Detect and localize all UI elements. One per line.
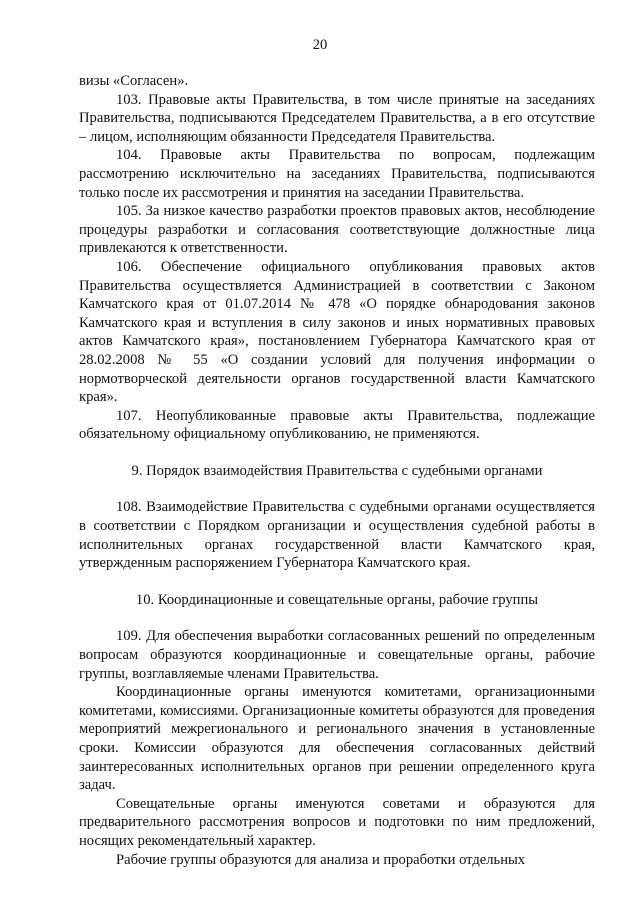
paragraph-coordination-bodies: Координационные органы именуются комитетами, организационными комитетами, комиссиями. Организационные комитеты образуются для проведения мероприятий межрегионального и регионального значения в установленные сроки. Комиссии образуются для обеспечения согласованных действий заинтересованных исполнительных органов при решении определенного круга задач. bbox=[79, 684, 595, 794]
paragraph-continuation: визы «Согласен». bbox=[79, 73, 189, 89]
paragraph-107: 107. Неопубликованные правовые акты Правительства, подлежащие обязательному официальному опубликованию, не применяются. bbox=[79, 407, 595, 443]
paragraph-105: 105. За низкое качество разработки проектов правовых актов, несоблюдение процедуры разработки и согласования соответствующие должностные лица привлекаются к ответственности. bbox=[79, 203, 595, 257]
paragraph-109: 109. Для обеспечения выработки согласованных решений по определенным вопросам образуются координационные и совещательные органы, рабочие группы, возглавляемые членами Правительства. bbox=[79, 628, 595, 682]
paragraph-108: 108. Взаимодействие Правительства с судебными органами осуществляется в соответствии с Порядком организации и осуществления судебной работы в исполнительных органах государственной власти Камчатского края, утвержденным распоряжением Губернатора Камчатского края. bbox=[79, 499, 595, 572]
paragraph-working-groups: Рабочие группы образуются для анализа и проработки отдельных bbox=[116, 851, 526, 868]
paragraph-advisory-bodies: Совещательные органы именуются советами и образуются для предварительного рассмотрения вопросов и подготовки по ним предложений, носящих рекомендательный характер. bbox=[79, 795, 595, 849]
paragraph-106: 106. Обеспечение официального опубликования правовых актов Правительства осуществляется Администрацией в соответствии с Законом Камчатского края от 01.07.2014 № 478 «О порядке обнародования законов Камчатского края и вступления в силу законов и иных нормативных правовых актов Камчатского края», постановлением Губернатора Камчатского края от 28.02.2008 № 55 «О создании условий для получения информации о нормотворческой деятельности органов государственной власти Камчатского края». bbox=[79, 258, 595, 406]
section-heading-9: 9. Порядок взаимодействия Правительства с судебными органами bbox=[131, 462, 543, 479]
paragraph-103: 103. Правовые акты Правительства, в том числе принятые на заседаниях Правительства, подписываются Председателем Правительства, а в его отсутствие – лицом, исполняющим обязанности Председателя Правительства. bbox=[79, 91, 595, 145]
paragraph-104: 104. Правовые акты Правительства по вопросам, подлежащим рассмотрению исключительно на заседаниях Правительства, подписываются только после их рассмотрения и принятия на заседании Правительства. bbox=[79, 147, 595, 201]
document-body bbox=[79, 72, 595, 869]
page-number: 20 bbox=[312, 37, 328, 53]
section-heading-10: 10. Координационные и совещательные органы, рабочие группы bbox=[135, 591, 539, 608]
